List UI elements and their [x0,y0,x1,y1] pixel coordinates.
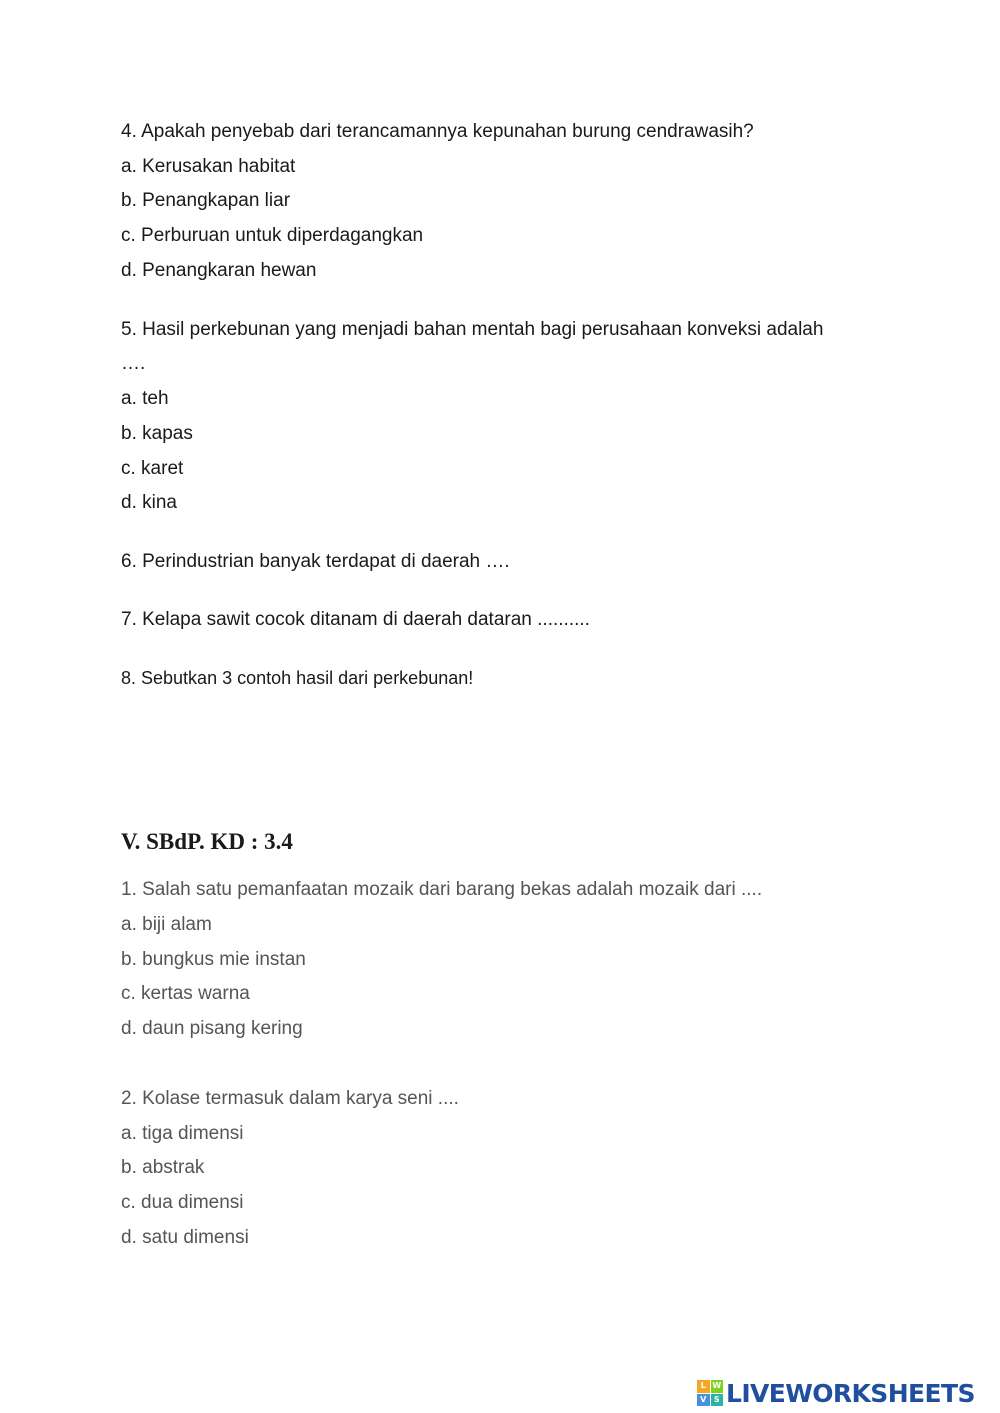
logo-mark-cell: S [711,1394,724,1407]
question-5-text-continuation: …. [121,353,146,374]
sbdp-question-2-option-c: c. dua dimensi [121,1192,244,1213]
liveworksheets-logo-icon [697,1380,723,1406]
sbdp-question-1-option-a: a. biji alam [121,914,212,935]
question-6-text: 6. Perindustrian banyak terdapat di daerah …. [121,551,510,572]
logo-mark-cell: V [697,1394,710,1407]
sbdp-question-2-option-b: b. abstrak [121,1157,205,1178]
sbdp-question-1-option-c: c. kertas warna [121,983,250,1004]
question-5-option-b: b. kapas [121,423,193,444]
section-heading-sbdp: V. SBdP. KD : 3.4 [121,829,293,854]
question-4-text: 4. Apakah penyebab dari terancamannya kepunahan burung cendrawasih? [121,121,754,142]
sbdp-question-1-option-b: b. bungkus mie instan [121,949,306,970]
sbdp-question-1-option-d: d. daun pisang kering [121,1018,303,1039]
question-5-option-a: a. teh [121,388,169,409]
question-7-text: 7. Kelapa sawit cocok ditanam di daerah dataran .......... [121,609,590,630]
question-4-option-d: d. Penangkaran hewan [121,260,317,281]
logo-mark-cell: W [711,1380,724,1393]
question-5-text: 5. Hasil perkebunan yang menjadi bahan mentah bagi perusahaan konveksi adalah [121,319,824,340]
question-5-option-d: d. kina [121,492,177,513]
question-4-option-c: c. Perburuan untuk diperdagangkan [121,225,424,246]
question-4-option-a: a. Kerusakan habitat [121,156,296,177]
sbdp-question-2-text: 2. Kolase termasuk dalam karya seni .... [121,1088,459,1109]
sbdp-question-1-text: 1. Salah satu pemanfaatan mozaik dari barang bekas adalah mozaik dari .... [121,879,763,900]
liveworksheets-logo[interactable] [697,1377,975,1409]
question-5-option-c: c. karet [121,458,184,479]
sbdp-question-2-option-d: d. satu dimensi [121,1227,249,1248]
question-8-text: 8. Sebutkan 3 contoh hasil dari perkebunan! [121,668,474,688]
sbdp-question-2-option-a: a. tiga dimensi [121,1123,244,1144]
logo-mark-cell: L [697,1380,710,1393]
liveworksheets-logo-text: LIVEWORKSHEETS [726,1378,975,1408]
question-4-option-b: b. Penangkapan liar [121,190,291,211]
